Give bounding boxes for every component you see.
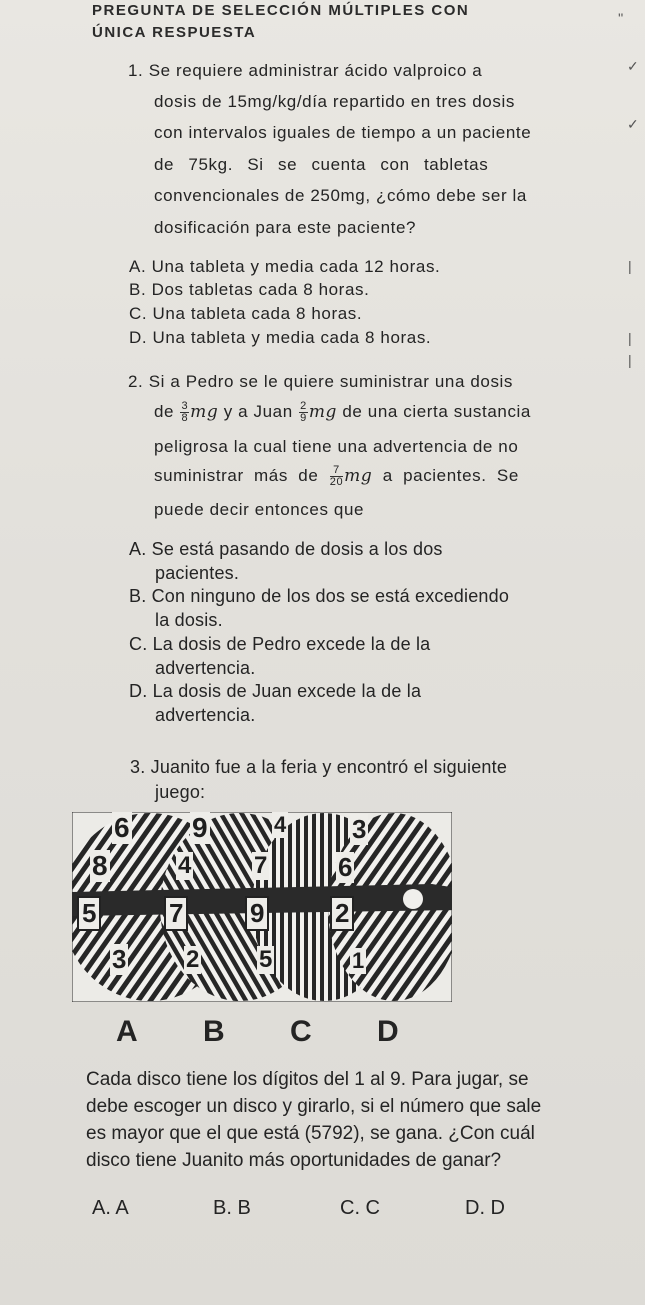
digit-label: 2 (186, 946, 200, 973)
q2-line: peligrosa la cual tiene una advertencia de no (154, 437, 519, 456)
q2-text: de (154, 401, 175, 421)
q3-text-line: disco tiene Juanito más oportunidades de ganar? (86, 1150, 502, 1171)
q2-text: suministrar más de (154, 465, 319, 485)
q2-option-c-cont: advertencia. (155, 658, 256, 678)
digit-label: 5 (259, 946, 273, 973)
disc-game-illustration (72, 812, 452, 1002)
q2-line: puede decir entonces que (154, 500, 365, 519)
q1-line: con intervalos iguales de tiempo a un paciente (154, 123, 532, 142)
fraction-pedro: $\frac{3}{8}$ (181, 400, 189, 424)
disc-label-a: A (116, 1015, 138, 1048)
section-header-line1: PREGUNTA DE SELECCIÓN MÚLTIPLES CON (92, 2, 470, 19)
digit-label: 1 (352, 948, 365, 973)
disc-label-c: C (290, 1015, 312, 1048)
q1-option-a[interactable]: A. Una tableta y media cada 12 horas. (129, 257, 441, 276)
margin-mark: '' (618, 10, 624, 26)
digit-label: 3 (352, 814, 367, 844)
q3-option-a[interactable]: A. A (92, 1197, 129, 1219)
digit-label: 9 (245, 896, 269, 931)
disc-label-d: D (377, 1015, 399, 1048)
q2-option-d-cont: advertencia. (155, 705, 256, 725)
q1-option-d[interactable]: D. Una tableta y media cada 8 horas. (129, 328, 432, 347)
digit-label: 6 (338, 852, 353, 882)
q1-option-c[interactable]: C. Una tableta cada 8 horas. (129, 304, 363, 323)
q3-option-b[interactable]: B. B (213, 1197, 251, 1219)
q2-option-d[interactable]: D. La dosis de Juan excede la de la (129, 681, 422, 701)
unit-mg: mg (190, 401, 219, 422)
fraction-juan: $\frac{2}{9}$ (300, 400, 307, 424)
q1-line: de 75kg. Si se cuenta con tabletas (154, 155, 489, 174)
q3-line: juego: (155, 782, 206, 802)
pointer-knob (403, 889, 423, 909)
digit-label: 5 (77, 896, 101, 931)
margin-mark: | (628, 258, 632, 274)
q3-text-line: debe escoger un disco y girarlo, si el número que sale (86, 1096, 542, 1117)
q2-option-b-cont: la dosis. (155, 610, 223, 630)
q2-text: de una cierta sustancia (342, 401, 531, 421)
digit-label: 2 (330, 896, 354, 931)
digit-label: 9 (192, 812, 208, 843)
q3-text-line: Cada disco tiene los dígitos del 1 al 9. Para jugar, se (86, 1069, 529, 1090)
digit-label: 3 (112, 944, 127, 974)
q2-line (154, 465, 519, 488)
digit-label: 6 (114, 812, 130, 843)
q2-option-a[interactable]: A. Se está pasando de dosis a los dos (129, 539, 443, 559)
margin-mark: ✓ (627, 58, 639, 74)
digit-label: 7 (254, 852, 268, 879)
q2-option-c[interactable]: C. La dosis de Pedro excede la de la (129, 634, 431, 654)
margin-mark: | (628, 330, 632, 346)
q2-line (154, 401, 531, 424)
q2-line: 2. Si a Pedro se le quiere suministrar una dosis (128, 372, 514, 391)
digit-label: 7 (164, 896, 188, 931)
digit-label: 4 (274, 812, 287, 837)
q2-option-a-cont: pacientes. (155, 563, 240, 583)
q1-line: dosificación para este paciente? (154, 218, 417, 237)
margin-mark: ✓ (627, 116, 639, 132)
q2-text: a pacientes. Se (382, 465, 519, 485)
section-header-line2: ÚNICA RESPUESTA (92, 24, 257, 41)
fraction-warning: $\frac{7}{20}$ (329, 464, 344, 488)
digit-label: 4 (178, 852, 192, 879)
q3-line: 3. Juanito fue a la feria y encontró el siguiente (130, 757, 508, 777)
q3-text-line: es mayor que el que está (5792), se gana. ¿Con cuál (86, 1123, 535, 1144)
unit-mg: mg (308, 401, 338, 422)
q1-option-b[interactable]: B. Dos tabletas cada 8 horas. (129, 280, 370, 299)
q2-option-b[interactable]: B. Con ninguno de los dos se está excediendo (129, 586, 510, 606)
q3-option-d[interactable]: D. D (465, 1197, 505, 1219)
disc-label-b: B (203, 1015, 225, 1048)
q1-line: dosis de 15mg/kg/día repartido en tres dosis (154, 92, 515, 111)
q3-option-c[interactable]: C. C (340, 1197, 380, 1219)
q2-text: y a Juan (223, 401, 293, 421)
q1-line: convencionales de 250mg, ¿cómo debe ser la (154, 186, 527, 205)
q1-line: 1. Se requiere administrar ácido valproico a (128, 61, 483, 80)
margin-mark: | (628, 352, 632, 368)
unit-mg: mg (344, 465, 373, 486)
digit-label: 8 (92, 850, 108, 881)
